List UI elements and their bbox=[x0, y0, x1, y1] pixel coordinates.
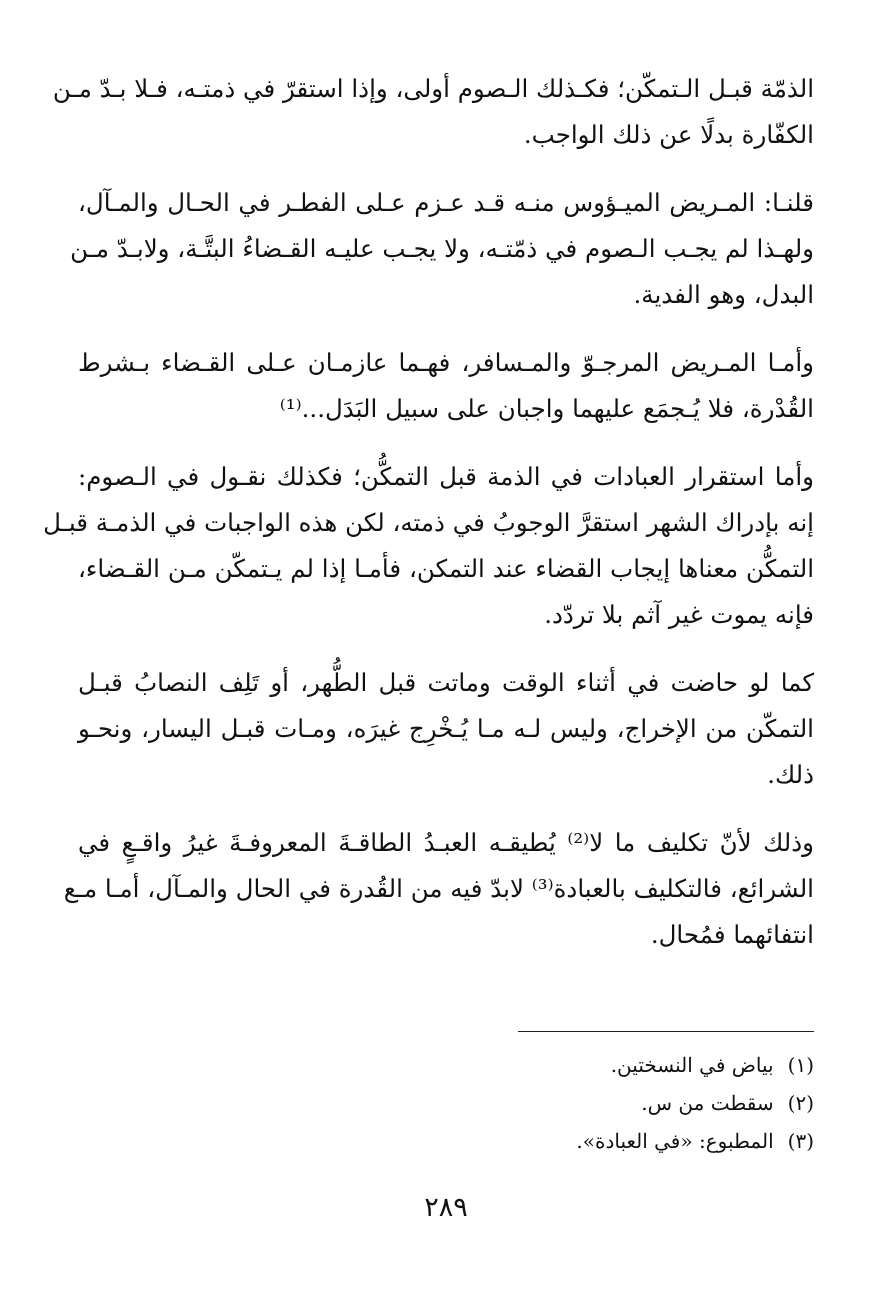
footnote-text: سقطت من س. bbox=[641, 1091, 774, 1115]
footnote-text: المطبوع: «في العبادة». bbox=[576, 1129, 774, 1153]
footnote-number: (١) bbox=[787, 1053, 814, 1077]
text-line: التمكّن من الإخراج، وليس لـه مـا يُـخْرِج غيرَه، ومـات قبـل اليسار، ونحـو bbox=[78, 714, 814, 743]
footnote-3 bbox=[78, 1122, 814, 1160]
text-line: الشرائع، فالتكليف بالعبادة⁽³⁾ لابدّ فيه من القُدرة في الحال والمـآل، أمـا مـع bbox=[63, 874, 814, 903]
text-line: الذمّة قبـل الـتمكّن؛ فكـذلك الـصوم أولى، وإذا استقرّ في ذمتـه، فـلا بـدّ مـن bbox=[52, 74, 814, 103]
text-line: البدل، وهو الفدية. bbox=[633, 280, 814, 309]
paragraph-2 bbox=[70, 180, 814, 318]
footnote-number: (٢) bbox=[787, 1091, 814, 1115]
paragraph-5 bbox=[78, 660, 814, 798]
footnote-number: (٣) bbox=[787, 1129, 814, 1153]
text-line: وأما استقرار العبادات في الذمة قبل التمكُّن؛ فكذلك نقـول في الـصوم: bbox=[78, 462, 814, 491]
text-line: ذلك. bbox=[767, 760, 814, 789]
text-line: فإنه يموت غير آثم بلا تردّد. bbox=[544, 600, 814, 629]
text-line: القُدْرة، فلا يُـجمَع عليهما واجبان على سبيل البَدَل...⁽¹⁾ bbox=[279, 394, 814, 423]
page-number: ٢٨٩ bbox=[424, 1192, 468, 1223]
text-line: قلنـا: المـريض الميـؤوس منـه قـد عـزم عـلى الفطـر في الحـال والمـآل، bbox=[78, 188, 814, 217]
text-line: ولهـذا لم يجـب الـصوم في ذمّتـه، ولا يجـب عليـه القـضاءُ البتَّـة، ولابـدّ مـن bbox=[70, 234, 814, 263]
footnotes bbox=[78, 1046, 814, 1160]
paragraph-3 bbox=[78, 340, 814, 432]
text-line: كما لو حاضت في أثناء الوقت وماتت قبل الطُّهر، أو تَلِف النصابُ قبـل bbox=[78, 668, 814, 697]
footnote-1 bbox=[78, 1046, 814, 1084]
text-line: التمكُّن معناها إيجاب القضاء عند التمكن، فأمـا إذا لم يـتمكّن مـن القـضاء، bbox=[78, 554, 814, 583]
paragraph-6 bbox=[63, 820, 814, 958]
paragraph-1 bbox=[52, 66, 814, 158]
text-line: انتفائهما فمُحال. bbox=[650, 920, 814, 949]
text-line: الكفّارة بدلًا عن ذلك الواجب. bbox=[523, 120, 814, 149]
text-line: إنه بإدراك الشهر استقرَّ الوجوبُ في ذمته، لكن هذه الواجبات في الذمـة قبـل bbox=[43, 508, 814, 537]
page-body bbox=[43, 66, 814, 980]
text-line: وأمـا المـريض المرجـوّ والمـسافر، فهـما عازمـان عـلى القـضاء بـشرط bbox=[78, 348, 814, 377]
text-line: وذلك لأنّ تكليف ما لا⁽²⁾ يُطيقـه العبـدُ الطاقـةَ المعروفـةَ غيرُ واقـعٍ في bbox=[78, 828, 814, 857]
footnote-text: بياض في النسختين. bbox=[610, 1053, 774, 1077]
paragraph-4 bbox=[43, 454, 814, 638]
footnote-2 bbox=[78, 1084, 814, 1122]
footnote-divider bbox=[518, 1031, 814, 1032]
